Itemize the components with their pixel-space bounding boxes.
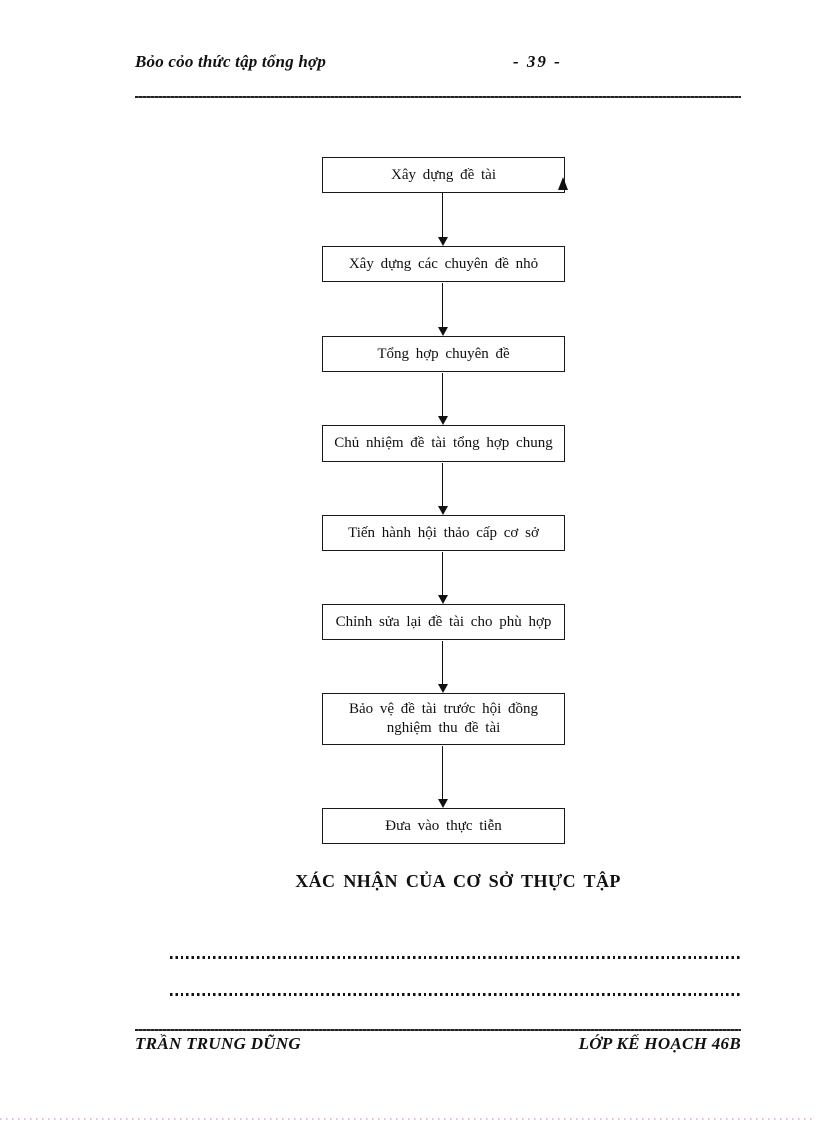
footer-author: TRẦN TRUNG DŨNG — [135, 1034, 301, 1053]
flowchart-step-label: Xây dựng các chuyên đề nhỏ — [348, 255, 539, 272]
flowchart-step — [322, 515, 565, 551]
page-header-title: Bỏo cỏo thức tập tổng hợp — [135, 52, 327, 71]
footer-rule — [135, 1029, 741, 1031]
flowchart-step-label: Tổng hợp chuyên đề — [377, 345, 510, 362]
page-number: - 39 - — [513, 52, 562, 71]
signature-dotted-line — [170, 993, 742, 996]
flowchart-step — [322, 157, 565, 193]
footer-class: LỚP KẾ HOẠCH 46B — [578, 1034, 741, 1053]
flowchart-step — [322, 604, 565, 640]
flowchart-step-label: Đưa vào thực tiễn — [385, 817, 502, 834]
flowchart-step-label: Chủ nhiệm đề tài tổng hợp chung — [334, 435, 553, 451]
flowchart-step — [322, 246, 565, 282]
down-arrow-icon — [442, 552, 443, 595]
flowchart-step-label: Xây dựng đề tài — [390, 166, 497, 183]
flowchart-step-label: Tiến hành hội thảo cấp cơ sở — [348, 524, 539, 541]
down-arrow-icon — [442, 641, 443, 684]
header-rule — [135, 96, 741, 98]
return-arrowhead-icon — [558, 177, 568, 190]
section-heading: XÁC NHẬN CỦA CƠ SỞ THỰC TẬP — [295, 871, 621, 891]
footer — [135, 1034, 741, 1054]
flowchart-step — [322, 808, 565, 844]
signature-dotted-line — [170, 956, 742, 959]
flowchart-step — [322, 425, 565, 462]
flowchart-step — [322, 693, 565, 745]
down-arrow-icon — [442, 193, 443, 237]
down-arrow-icon — [442, 463, 443, 506]
page-break-marker — [0, 1118, 816, 1120]
down-arrow-icon — [442, 746, 443, 799]
flowchart-step — [322, 336, 565, 372]
flowchart-step-label: Chỉnh sửa lại đề tài cho phù hợp — [335, 613, 552, 630]
flowchart-step-label: Bảo vệ đề tài trước hội đồng nghiệm thu đề tài — [348, 701, 539, 736]
down-arrow-icon — [442, 283, 443, 327]
down-arrow-icon — [442, 373, 443, 416]
